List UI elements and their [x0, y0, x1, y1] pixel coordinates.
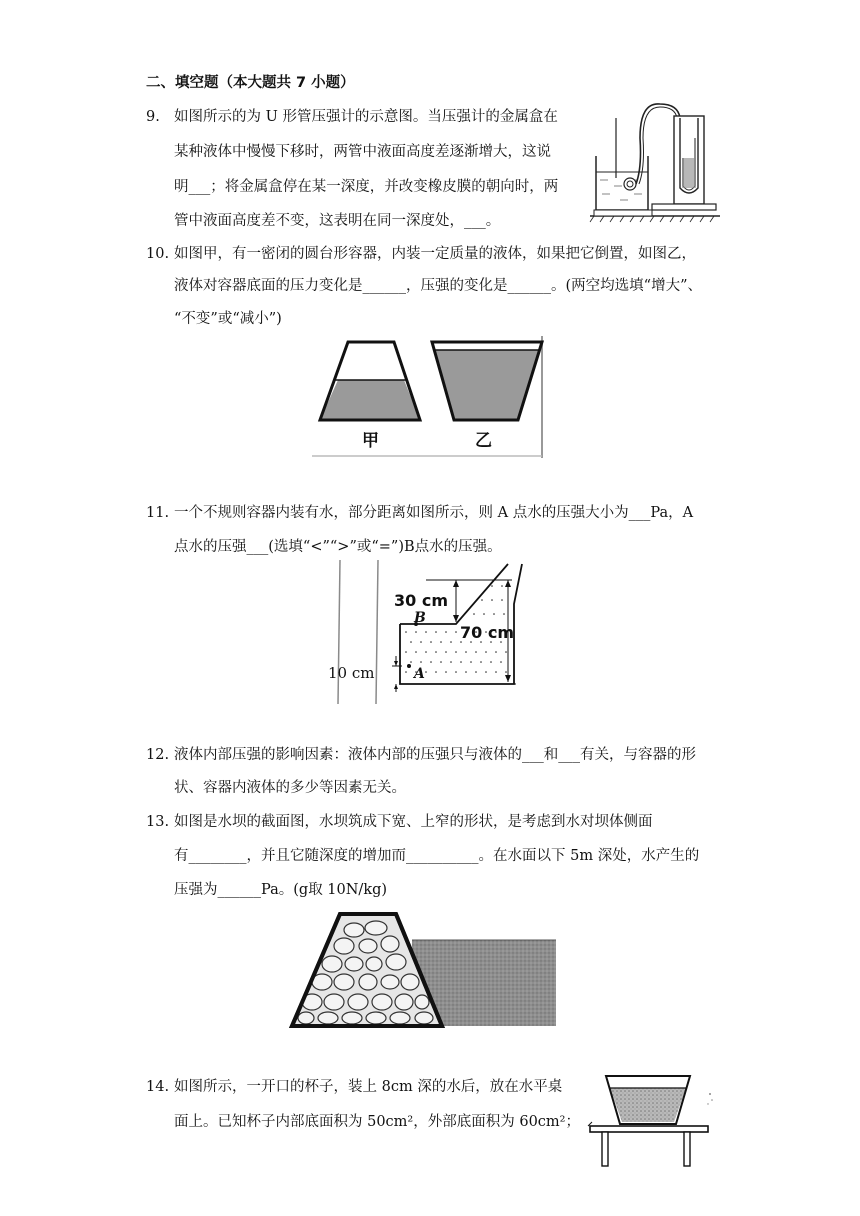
- question-number: 13.: [146, 814, 170, 830]
- figure-label-yi: 乙: [475, 431, 492, 451]
- question-text-line: 点水的压强___(选填“<”“>”或“=”)B点水的压强。: [174, 539, 502, 555]
- question-text-line: 管中液面高度差不变，这表明在同一深度处，___。: [174, 213, 501, 229]
- question-text-line: 如图甲，有一密闭的圆台形容器，内装一定质量的液体，如果把它倒置，如图乙，: [174, 246, 696, 262]
- question-text-line: 液体对容器底面的压力变化是______，压强的变化是______。(两空均选填“增大”、: [174, 278, 702, 294]
- question-text-line: 如图是水坝的截面图，水坝筑成下宽、上窄的形状，是考虑到水对坝体侧面: [174, 814, 653, 830]
- question-text-line: 明___；将金属盒停在某一深度，并改变橡皮膜的朝向时，两: [174, 179, 559, 195]
- question-number: 10.: [146, 246, 170, 262]
- question-text-line: 压强为______Pa。(g取 10N/kg): [174, 882, 388, 898]
- question-text-line: 状、容器内液体的多少等因素无关。: [174, 780, 406, 796]
- section-title: 二、填空题（本大题共 7 小题）: [146, 75, 355, 91]
- dam-cross-section-figure: [288, 908, 556, 1030]
- question-text-line: 如图所示，一开口的杯子，装上 8cm 深的水后，放在水平桌: [174, 1079, 563, 1095]
- question-number: 14.: [146, 1079, 170, 1095]
- question-number: 12.: [146, 747, 170, 763]
- question-text-line: 如图所示的为 U 形管压强计的示意图。当压强计的金属盒在: [174, 109, 558, 125]
- question-text-line: 一个不规则容器内装有水，部分距离如图所示，则 A 点水的压强大小为___Pa，A: [174, 505, 694, 521]
- u-tube-manometer-figure: [590, 98, 720, 224]
- irregular-container-figure: [322, 560, 522, 704]
- question-number: 11.: [146, 505, 170, 521]
- figure-label-jia: 甲: [362, 431, 379, 451]
- label-10cm: 10 cm: [328, 664, 375, 682]
- cup-on-table-figure: [588, 1070, 718, 1168]
- question-number: 9.: [146, 109, 160, 125]
- label-30cm: 30 cm: [394, 591, 448, 610]
- frustum-containers-figure: [312, 336, 544, 458]
- question-text-line: 某种液体中慢慢下移时，两管中液面高度差逐渐增大，这说: [174, 144, 551, 160]
- question-text-line: 面上。已知杯子内部底面积为 50cm²，外部底面积为 60cm²；: [174, 1114, 580, 1130]
- question-text-line: 有________，并且它随深度的增加而__________。在水面以下 5m 深处，水产生的: [174, 848, 700, 864]
- label-point-a: A: [414, 666, 425, 682]
- label-70cm: 70 cm: [460, 623, 514, 642]
- question-text-line: “不变”或“减小”): [174, 311, 282, 327]
- question-text-line: 液体内部压强的影响因素：液体内部的压强只与液体的___和___有关，与容器的形: [174, 747, 696, 763]
- label-point-b: B: [414, 610, 426, 626]
